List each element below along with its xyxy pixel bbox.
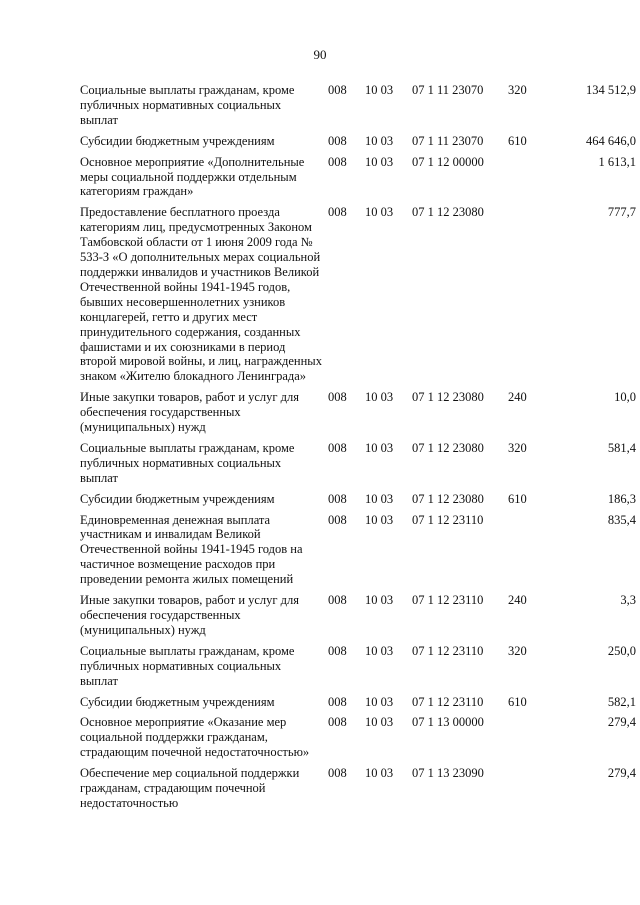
table-row xyxy=(80,766,636,817)
expense-name-cell: Социальные выплаты гражданам, кроме публичных нормативных социальных выплат xyxy=(80,643,295,688)
table-row xyxy=(80,441,636,492)
target-article-cell: 07 1 12 23110 xyxy=(412,643,484,658)
table-row xyxy=(80,644,636,695)
table-row xyxy=(80,593,636,644)
expense-type-cell: 240 xyxy=(508,390,527,405)
expense-type-cell: 320 xyxy=(508,643,527,658)
department-code-cell: 008 xyxy=(328,766,347,781)
table-row xyxy=(80,134,636,155)
budget-table-body xyxy=(80,83,636,817)
amount-cell: 835,4 xyxy=(607,512,636,527)
amount-cell: 10,0 xyxy=(614,390,636,405)
expense-name-cell: Обеспечение мер социальной поддержки гражданам, страдающим почечной недостаточностью xyxy=(80,766,300,810)
department-code-cell: 008 xyxy=(328,83,347,97)
expense-type-cell: 610 xyxy=(508,694,527,709)
section-code-cell: 10 03 xyxy=(365,205,394,220)
amount-cell: 279,4 xyxy=(607,715,636,730)
amount-cell: 581,4 xyxy=(607,440,636,455)
expense-type-cell xyxy=(508,205,544,390)
expense-name-cell: Предоставление бесплатного проезда категориям лиц, предусмотренных Законом Тамбовской области от 1 июня 2009 года № 533-З «О дополнительных мерах социальной поддержки инвалидов и участников Великой Отечественной войны 1941-1945 годов, бывших несовершеннолетних узников концлагерей, гетто и других мест принудительного содержания, созданных фашистами и их союзниками в период второй мировой войны, и лиц, награжденных знаком «Жителю блокадного Ленинграда» xyxy=(80,205,322,384)
target-article-cell: 07 1 11 23070 xyxy=(412,133,484,148)
department-code-cell: 008 xyxy=(328,593,347,608)
amount-cell: 186,3 xyxy=(607,491,636,506)
target-article-cell: 07 1 13 23090 xyxy=(412,766,484,781)
department-code-cell: 008 xyxy=(328,154,347,169)
target-article-cell: 07 1 12 23110 xyxy=(412,593,484,608)
department-code-cell: 008 xyxy=(328,440,347,455)
expense-type-cell xyxy=(508,715,544,766)
expense-type-cell: 610 xyxy=(508,133,527,148)
table-row xyxy=(80,492,636,513)
expense-name-cell: Социальные выплаты гражданам, кроме публичных нормативных социальных выплат xyxy=(80,83,295,127)
expense-name-cell: Иные закупки товаров, работ и услуг для обеспечения государственных (муниципальных) нужд xyxy=(80,390,300,435)
department-code-cell: 008 xyxy=(328,491,347,506)
section-code-cell: 10 03 xyxy=(365,643,394,658)
table-row xyxy=(80,205,636,390)
expense-type-cell: 240 xyxy=(508,593,527,608)
target-article-cell: 07 1 11 23070 xyxy=(412,83,484,97)
section-code-cell: 10 03 xyxy=(365,491,394,506)
amount-cell: 134 512,9 xyxy=(586,83,636,97)
section-code-cell: 10 03 xyxy=(365,133,394,148)
department-code-cell: 008 xyxy=(328,205,347,220)
section-code-cell: 10 03 xyxy=(365,766,394,781)
amount-cell: 250,0 xyxy=(607,643,636,658)
target-article-cell: 07 1 12 23080 xyxy=(412,440,484,455)
table-row xyxy=(80,83,636,134)
amount-cell: 777,7 xyxy=(607,205,636,220)
section-code-cell: 10 03 xyxy=(365,715,394,730)
table-row xyxy=(80,695,636,716)
department-code-cell: 008 xyxy=(328,512,347,527)
table-row xyxy=(80,715,636,766)
expense-name-cell: Субсидии бюджетным учреждениям xyxy=(80,694,275,709)
expense-type-cell xyxy=(508,766,544,817)
target-article-cell: 07 1 12 23080 xyxy=(412,390,484,405)
expense-type-cell: 320 xyxy=(508,440,527,455)
target-article-cell: 07 1 12 23110 xyxy=(412,512,484,527)
expense-name-cell: Субсидии бюджетным учреждениям xyxy=(80,491,275,506)
section-code-cell: 10 03 xyxy=(365,83,394,97)
table-row xyxy=(80,155,636,206)
table-row xyxy=(80,390,636,441)
section-code-cell: 10 03 xyxy=(365,512,394,527)
target-article-cell: 07 1 12 23080 xyxy=(412,205,484,220)
department-code-cell: 008 xyxy=(328,715,347,730)
table-row xyxy=(80,513,636,594)
section-code-cell: 10 03 xyxy=(365,390,394,405)
expense-type-cell: 320 xyxy=(508,83,527,97)
department-code-cell: 008 xyxy=(328,643,347,658)
target-article-cell: 07 1 12 23110 xyxy=(412,694,484,709)
expense-name-cell: Социальные выплаты гражданам, кроме публичных нормативных социальных выплат xyxy=(80,440,295,485)
section-code-cell: 10 03 xyxy=(365,593,394,608)
budget-table xyxy=(80,83,636,817)
amount-cell: 464 646,0 xyxy=(586,133,636,148)
page-number: 90 xyxy=(313,47,327,62)
section-code-cell: 10 03 xyxy=(365,440,394,455)
amount-cell: 3,3 xyxy=(620,593,636,608)
amount-cell: 582,1 xyxy=(607,694,636,709)
department-code-cell: 008 xyxy=(328,694,347,709)
target-article-cell: 07 1 12 00000 xyxy=(412,154,484,169)
section-code-cell: 10 03 xyxy=(365,154,394,169)
amount-cell: 1 613,1 xyxy=(598,154,636,169)
expense-type-cell: 610 xyxy=(508,491,527,506)
department-code-cell: 008 xyxy=(328,133,347,148)
target-article-cell: 07 1 13 00000 xyxy=(412,715,484,730)
expense-name-cell: Основное мероприятие «Оказание мер социальной поддержки гражданам, страдающим почечной недостаточностью» xyxy=(80,715,310,760)
expense-type-cell xyxy=(508,513,544,594)
section-code-cell: 10 03 xyxy=(365,694,394,709)
amount-cell: 279,4 xyxy=(607,766,636,781)
expense-name-cell: Единовременная денежная выплата участникам и инвалидам Великой Отечественной войны 1941-1945 годов на частичное возмещение расходов при проведении ремонта жилых помещений xyxy=(80,512,303,587)
expense-name-cell: Основное мероприятие «Дополнительные меры социальной поддержки отдельным категориям граждан» xyxy=(80,154,305,199)
expense-name-cell: Субсидии бюджетным учреждениям xyxy=(80,133,275,148)
department-code-cell: 008 xyxy=(328,390,347,405)
expense-name-cell: Иные закупки товаров, работ и услуг для обеспечения государственных (муниципальных) нужд xyxy=(80,593,300,637)
expense-type-cell xyxy=(508,155,544,206)
target-article-cell: 07 1 12 23080 xyxy=(412,491,484,506)
